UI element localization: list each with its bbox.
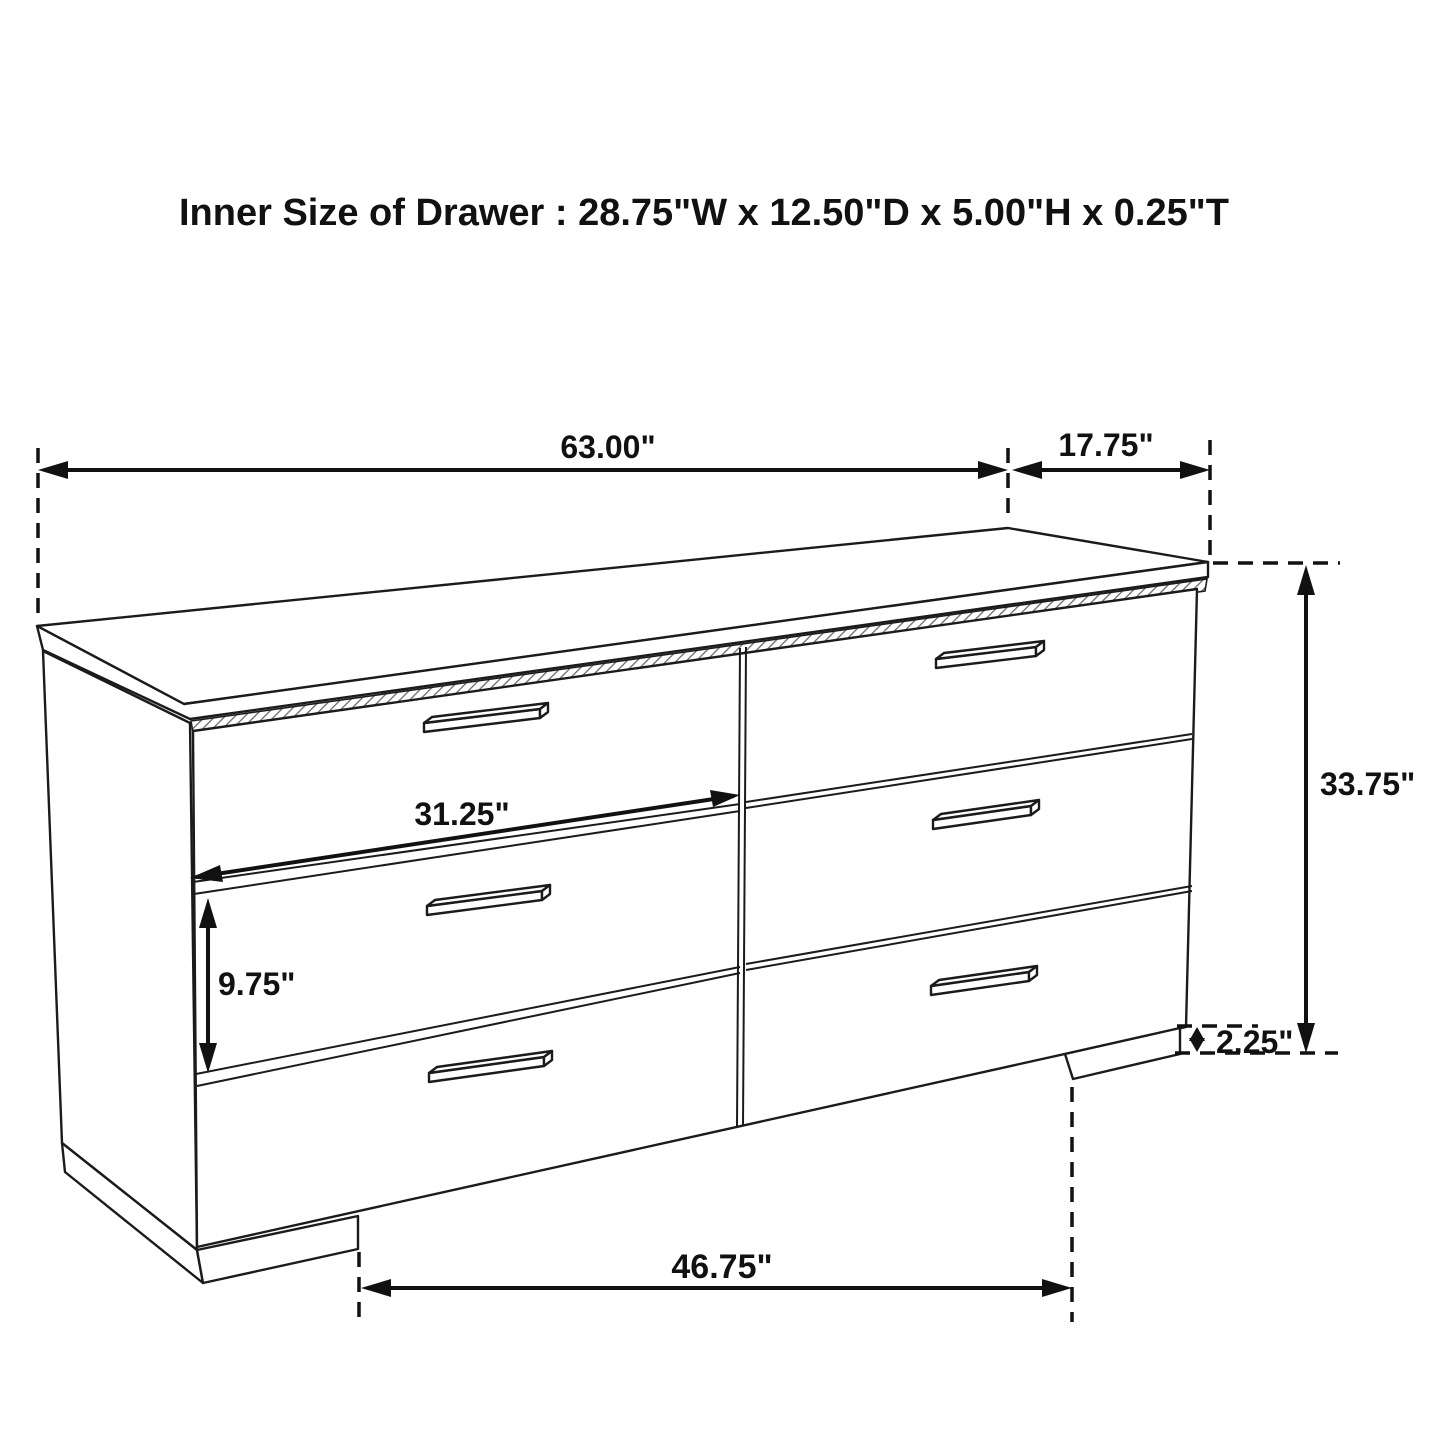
dimension-label-overall-height: 33.75" [1320,766,1416,802]
dimension-base-height [1177,1024,1293,1060]
dimension-label-base-span: 46.75" [671,1248,773,1286]
dimension-overall-height [1175,563,1415,1053]
dimension-label-drawer-width: 31.25" [414,796,510,832]
dresser-drawing [37,528,1208,1283]
dimension-label-drawer-height: 9.75" [218,966,296,1002]
dimension-label-top-depth: 17.75" [1058,427,1154,463]
dimension-label-overall-width: 63.00" [560,429,656,465]
dimension-label-base-height: 2.25" [1216,1024,1294,1060]
page-title: Inner Size of Drawer : 28.75"W x 12.50"D x 5.00"H x 0.25"T [179,192,1229,234]
